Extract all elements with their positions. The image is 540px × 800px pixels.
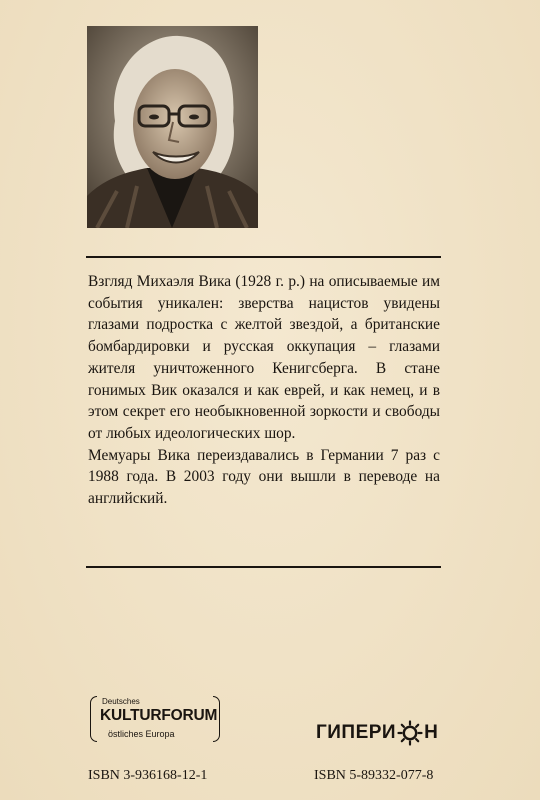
sun-icon	[397, 720, 423, 746]
blurb-paragraph-2: Мемуары Вика переиздавались в Германии 7 раз с 1988 года. В 2003 году они вышли в переводе на английский.	[88, 446, 440, 508]
kulturforum-line-bottom: östliches Europa	[108, 729, 175, 739]
kulturforum-line-main: KULTURFORUM	[100, 707, 218, 724]
book-blurb	[88, 271, 440, 510]
bottom-divider	[86, 566, 441, 568]
blurb-paragraph-1: Взгляд Михаэля Вика (1928 г. р.) на описываемые им события уникален: зверства нацистов увидены глазами подростка с желтой звездой, а британские бомбардировки и русская оккупация – глазами жителя уничтоженного Кенигсберга. В стане гонимых Вик оказался и как еврей, и как немец, и в этом секрет его необыкновенной зоркости и свободы от любых идеологических шор.	[88, 273, 440, 442]
isbn-german: ISBN 3-936168-12-1	[88, 768, 208, 783]
logo-bracket-left	[90, 696, 97, 742]
top-divider	[86, 256, 441, 258]
kulturforum-line-top: Deutsches	[102, 697, 140, 706]
kulturforum-logo	[90, 694, 220, 744]
author-photo	[87, 26, 258, 228]
giperion-logo	[316, 720, 438, 746]
giperion-text-start: ГИПЕРИ	[316, 722, 397, 743]
isbn-russian: ISBN 5-89332-077-8	[314, 768, 434, 783]
giperion-text-end: Н	[424, 722, 439, 743]
author-portrait-image	[87, 26, 258, 228]
